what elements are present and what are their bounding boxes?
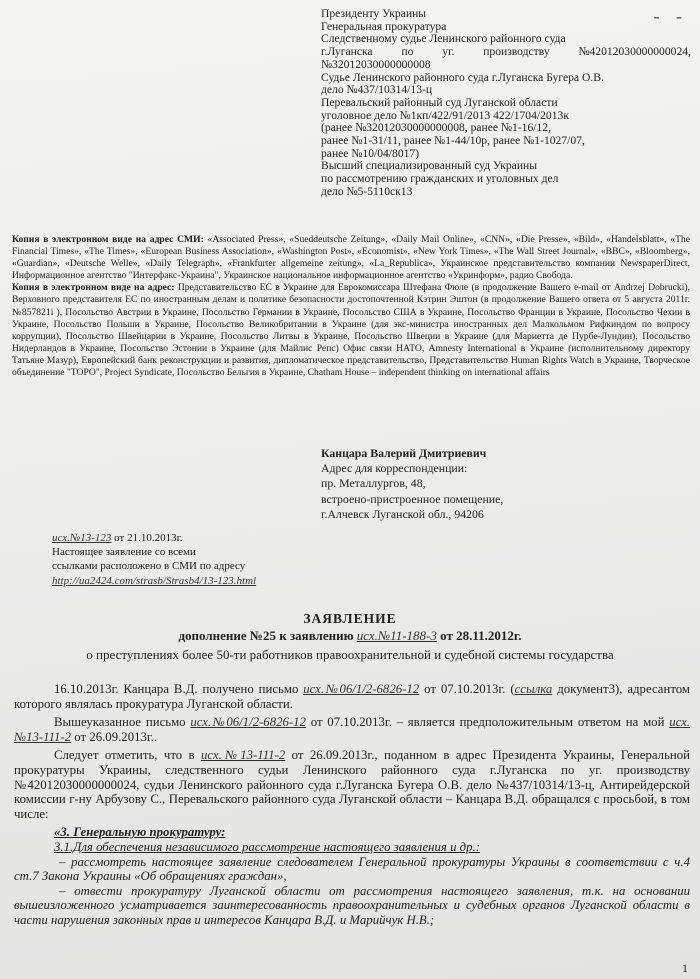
outgoing-ref-date: от 21.10.2013г. bbox=[111, 532, 183, 544]
recipient-line: Генеральная прокуратура bbox=[321, 19, 447, 33]
recipient-word: производству bbox=[483, 45, 550, 59]
document-title: ЗАЯВЛЕНИЕ bbox=[303, 611, 397, 626]
copies-block bbox=[12, 234, 690, 379]
document-subtitle bbox=[0, 628, 700, 644]
media-copy-list: «Associated Press», «Sueddeutsche Zeitung», «Daily Mail Online», «CNN», «Die Presse», «Bild», «Handelsblatt», «The Financial Times», «The Times», «European Business Association», «Washington Post», «Economist», «New York Times», «The Wall Street Journal», «BBC», «Bloomberg», «Guardian», «Deutsche Welle», «Daily Telegraph», «Frankfurter allgemeine zeitung», «La_Republica», Украинское представительство компании NewspaperDirect, Информационное агентство "Интерфакс-Украина", Украинское национальное информационное агентство «Укринформ», радио Свобода. bbox=[12, 234, 691, 282]
media-copy-label: Копия в электронном виде на адрес СМИ: bbox=[12, 234, 204, 245]
body-text: документ3), адресантом которого являлась прокуратура Луганской области. bbox=[14, 682, 690, 711]
outgoing-line: Настоящее заявление со всеми bbox=[52, 546, 196, 559]
address-copy-paragraph bbox=[12, 282, 690, 379]
document-body bbox=[14, 682, 690, 928]
recipient-line: (ранее №32012030000000008, ранее №1-16/12, bbox=[321, 121, 551, 135]
outgoing-ref-link-2[interactable]: исх.№13-111-2 bbox=[14, 715, 690, 744]
outgoing-ref-link-3[interactable]: исх.№13-111-2 bbox=[200, 748, 286, 763]
quote-item: 3.1.Для обеспечения независимого рассмотрение настоящего заявления и др.: bbox=[54, 839, 481, 854]
recipients-block bbox=[321, 8, 691, 199]
recipient-line: по рассмотрению гражданских и уголовных дел bbox=[321, 172, 559, 186]
body-paragraph bbox=[14, 682, 690, 711]
recipient-line: Перевальский районный суд Луганской области bbox=[321, 95, 558, 109]
outgoing-reference-block bbox=[52, 531, 352, 588]
address-copy-label: Копия в электронном виде на адрес: bbox=[12, 282, 175, 294]
quote-heading: «3. Генеральную прокуратуру: bbox=[54, 825, 226, 840]
body-text: от 26.09.2013г., поданном в адрес Президента Украины, Генеральной прокуратуры Украины, следственного судьи Ленинского районного суда г.Луганска по уг. производству №42012030000000024, судьи Ленинского районного суда г.Луганска Бугера О.В. дело №437/10314/13-ц, Антирейдерской комиссии г-ну Арбузову С., Перевальского районного суда Луганской области – Канцара В.Д. обращался с просьбой, в том числе: bbox=[14, 748, 690, 821]
document-link[interactable]: ссылка bbox=[514, 682, 553, 696]
recipient-line-justified bbox=[321, 46, 691, 59]
address-copy-list: Представительство ЕС в Украине для Еврокомиссара Штефана Фюле (в продолжение Вашего e-mail от Andrzej Dobrucki), Верховного представителя ЕС по иностранным делам и политике безопасности достопочтенной Кэтрин Эштон (в продолжение Вашего ответа от 5 августа 2011г. №857821i ), Посольство Австрии в Украине, Посольство Германии в Украине, Посольство США в Украине, Посольство Франции в Украине, Посольство Чехии в Украине, Посольство Польши в Украине, Посольство Великобритании в Украине (для экс-министра иностранных дел Малкольмом Рифкиндом по вопросу коррупции), Посольство Швейцарии в Украине, Посольство Литвы в Украине, Посольство Швеции в Украине (для Мариетта де Пурбе-Лундин), Посольство Нидерландов в Украине, Посольство Эстонии в Украине (для Майлис Репс) Офис связи НАТО, Amnesty International в Украине (исполнительному директору Татьяне Мазур), Европейский банк реконструкции и развития, дипломатическое представительство, Представительство Human Rights Watch в Украине, Творческое объединение "ТОРО", Project Syndicate, Посольство Бельгия в Украине, Chatham House – independent thinking on international affairs bbox=[12, 282, 690, 379]
page-number: 1 bbox=[682, 961, 688, 975]
recipient-word: г.Луганска bbox=[321, 45, 373, 59]
sender-block bbox=[321, 446, 651, 522]
recipient-line: Судье Ленинского районного суда г.Луганска Бугера О.В. bbox=[321, 70, 604, 84]
recipient-line: дело №5-5110ск13 bbox=[321, 184, 413, 198]
subtitle-text: от 28.11.2012г. bbox=[436, 628, 522, 643]
recipient-line: уголовное дело №1кп/422/91/2013 422/1704/2013к bbox=[321, 108, 569, 122]
media-copy-paragraph bbox=[12, 234, 690, 282]
body-text: 16.10.2013г. Канцара В.Д. получено письмо bbox=[54, 682, 304, 696]
recipient-line: дело №437/10314/13-ц bbox=[321, 83, 433, 97]
body-paragraph bbox=[14, 715, 690, 744]
outgoing-line: ссылками расположено в СМИ по адресу bbox=[52, 560, 246, 573]
document-subject-line: о преступлениях более 50-ти работников правоохранительной и судебной системы государства bbox=[86, 647, 614, 662]
quote-item: – отвести прокуратуру Луганской области от рассмотрения настоящего заявления, т.к. на основании вышеизложенного усматривается заинтересованность правоохранительных и судебных органов Луганской области в части нарушения законных прав и интересов Канцара В.Д. и Марийчук Н.В.; bbox=[14, 883, 690, 927]
subtitle-ref-link[interactable]: исх.№11-188-3 bbox=[356, 628, 437, 643]
outgoing-ref-link[interactable]: исх.№13-123 bbox=[52, 532, 112, 544]
letter-ref-link[interactable]: исх.№06/1/2-6826-12 bbox=[303, 682, 420, 696]
outgoing-ref-line bbox=[52, 531, 352, 545]
body-paragraph bbox=[14, 748, 690, 821]
sender-line: Адрес для корреспонденции: bbox=[321, 461, 468, 476]
recipient-line: Следственному судье Ленинского районного суда bbox=[321, 32, 566, 46]
corner-mark: - - bbox=[653, 6, 688, 26]
recipient-line: ранее №10/04/8017) bbox=[321, 146, 420, 160]
body-text: от 26.09.2013г.. bbox=[71, 729, 158, 744]
quote-item: – рассмотреть настоящее заявление следователем Генеральной прокуратуры Украины в соответствии с ч.4 ст.7 Закона Украины «Об обращениях граждан», bbox=[14, 854, 690, 884]
outgoing-url-link[interactable]: http://ua2424.com/strasb/Strasb4/13-123.html bbox=[52, 574, 257, 587]
recipient-line: ранее №1-31/11, ранее №1-44/10р, ранее №1-1027/07, bbox=[321, 134, 585, 148]
sender-line: встроено-пристроенное помещение, bbox=[321, 491, 504, 506]
sender-line: г.Алчевск Луганской обл., 94206 bbox=[321, 506, 484, 521]
letter-ref-link[interactable]: исх.№06/1/2-6826-12 bbox=[190, 715, 306, 730]
recipient-line: №32012030000000008 bbox=[321, 57, 431, 71]
body-text: от 07.10.2013г. ( bbox=[419, 682, 515, 696]
body-text: Вышеуказанное письмо bbox=[54, 715, 191, 730]
recipient-line: Высший специализированный суд Украины bbox=[321, 159, 538, 173]
recipient-word: уг. bbox=[442, 45, 455, 59]
subtitle-text: дополнение №25 к заявлению bbox=[178, 628, 357, 643]
recipient-word: №42012030000000024, bbox=[578, 45, 691, 59]
sender-name: Канцара Валерий Дмитриевич bbox=[321, 446, 487, 460]
sender-line: пр. Металлургов, 48, bbox=[321, 476, 426, 491]
recipient-line: Президенту Украины bbox=[321, 7, 427, 20]
recipient-word: по bbox=[401, 45, 414, 59]
body-text: Следует отметить, что в bbox=[54, 748, 201, 763]
body-text: от 07.10.2013г. – является предположительным ответом на мой bbox=[305, 715, 670, 730]
